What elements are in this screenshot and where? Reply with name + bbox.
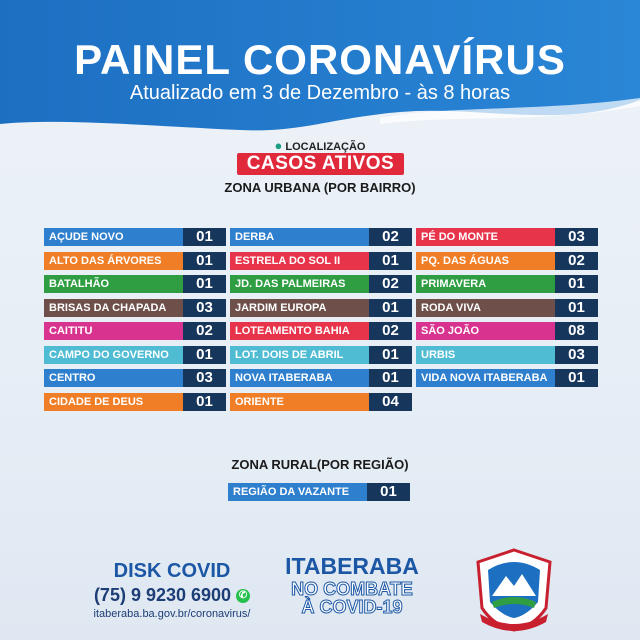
neighborhood-name: JARDIM EUROPA bbox=[230, 299, 369, 317]
case-count: 01 bbox=[369, 252, 412, 270]
neighborhood-row bbox=[44, 393, 226, 411]
neighborhood-name: NOVA ITABERABA bbox=[230, 369, 369, 387]
case-count: 03 bbox=[555, 228, 598, 246]
neighborhood-name: BRISAS DA CHAPADA bbox=[44, 299, 183, 317]
neighborhood-name: ALTO DAS ÁRVORES bbox=[44, 252, 183, 270]
neighborhood-row bbox=[230, 252, 412, 270]
city-seal-logo bbox=[474, 548, 554, 632]
urban-zone-title: ZONA URBANA (POR BAIRRO) bbox=[224, 180, 416, 195]
neighborhood-row bbox=[44, 275, 226, 293]
neighborhood-row bbox=[416, 299, 598, 317]
neighborhood-row bbox=[230, 393, 412, 411]
rural-region-list bbox=[228, 483, 410, 507]
whatsapp-icon: ✆ bbox=[236, 589, 250, 603]
neighborhood-name: CAITITU bbox=[44, 322, 183, 340]
case-count: 03 bbox=[555, 346, 598, 364]
case-count: 01 bbox=[183, 252, 226, 270]
neighborhood-name: DERBA bbox=[230, 228, 369, 246]
neighborhood-row bbox=[416, 346, 598, 364]
neighborhood-column bbox=[44, 228, 226, 416]
neighborhood-row bbox=[44, 346, 226, 364]
location-text: LOCALIZAÇÃO bbox=[285, 141, 366, 153]
neighborhood-name: PQ. DAS ÁGUAS bbox=[416, 252, 555, 270]
case-count: 02 bbox=[183, 322, 226, 340]
neighborhood-name: LOT. DOIS DE ABRIL bbox=[230, 346, 369, 364]
campaign-line-2: À COVID-19 bbox=[301, 597, 403, 617]
neighborhood-row bbox=[44, 252, 226, 270]
case-count: 03 bbox=[183, 299, 226, 317]
neighborhood-name: JD. DAS PALMEIRAS bbox=[230, 275, 369, 293]
campaign-logo bbox=[278, 553, 426, 616]
neighborhood-name: CAMPO DO GOVERNO bbox=[44, 346, 183, 364]
neighborhood-row bbox=[230, 369, 412, 387]
case-count: 01 bbox=[183, 275, 226, 293]
neighborhood-row bbox=[416, 275, 598, 293]
campaign-line-1: NO COMBATE bbox=[291, 579, 413, 599]
neighborhood-row bbox=[44, 369, 226, 387]
case-count: 03 bbox=[183, 369, 226, 387]
neighborhood-row bbox=[416, 228, 598, 246]
neighborhood-column bbox=[230, 228, 412, 416]
page-subtitle: Atualizado em 3 de Dezembro - às 8 horas bbox=[129, 82, 511, 104]
neighborhood-name: ORIENTE bbox=[230, 393, 369, 411]
neighborhood-row bbox=[230, 322, 412, 340]
neighborhood-name: SÃO JOÃO bbox=[416, 322, 555, 340]
case-count: 02 bbox=[555, 252, 598, 270]
case-count: 01 bbox=[183, 393, 226, 411]
rural-zone-title: ZONA RURAL(POR REGIÃO) bbox=[231, 457, 409, 472]
case-count: 01 bbox=[555, 369, 598, 387]
city-name: ITABERABA bbox=[285, 553, 419, 579]
neighborhood-name: REGIÃO DA VAZANTE bbox=[228, 483, 367, 501]
case-count: 02 bbox=[369, 275, 412, 293]
case-count: 01 bbox=[367, 483, 410, 501]
neighborhood-row bbox=[416, 252, 598, 270]
neighborhood-row bbox=[230, 299, 412, 317]
neighborhood-name: AÇUDE NOVO bbox=[44, 228, 183, 246]
page-title: PAINEL CORONAVÍRUS bbox=[74, 36, 566, 83]
active-cases-badge: CASOS ATIVOS bbox=[237, 153, 404, 175]
phone-number[interactable]: (75) 9 9230 6900 ✆ bbox=[82, 585, 262, 606]
disk-covid-block bbox=[82, 560, 262, 620]
neighborhood-name: ESTRELA DO SOL II bbox=[230, 252, 369, 270]
neighborhood-row bbox=[44, 228, 226, 246]
neighborhood-name: RODA VIVA bbox=[416, 299, 555, 317]
neighborhood-name: CENTRO bbox=[44, 369, 183, 387]
website-link[interactable]: itaberaba.ba.gov.br/coronavirus/ bbox=[93, 608, 251, 620]
case-count: 02 bbox=[369, 322, 412, 340]
case-count: 01 bbox=[183, 228, 226, 246]
case-count: 01 bbox=[369, 369, 412, 387]
neighborhood-row bbox=[230, 346, 412, 364]
case-count: 01 bbox=[555, 275, 598, 293]
disk-covid-label: DISK COVID bbox=[113, 560, 231, 582]
neighborhood-name: LOTEAMENTO BAHIA bbox=[230, 322, 369, 340]
case-count: 02 bbox=[369, 228, 412, 246]
header-banner bbox=[0, 0, 640, 135]
neighborhood-row bbox=[230, 275, 412, 293]
neighborhood-column bbox=[416, 228, 598, 393]
neighborhood-name: URBIS bbox=[416, 346, 555, 364]
neighborhood-row bbox=[44, 322, 226, 340]
neighborhood-name: BATALHÃO bbox=[44, 275, 183, 293]
neighborhood-row bbox=[228, 483, 410, 501]
neighborhood-row bbox=[416, 322, 598, 340]
case-count: 01 bbox=[555, 299, 598, 317]
case-count: 01 bbox=[183, 346, 226, 364]
neighborhood-row bbox=[416, 369, 598, 387]
case-count: 01 bbox=[369, 346, 412, 364]
case-count: 08 bbox=[555, 322, 598, 340]
neighborhood-row bbox=[44, 299, 226, 317]
case-count: 04 bbox=[369, 393, 412, 411]
neighborhood-name: CIDADE DE DEUS bbox=[44, 393, 183, 411]
location-label bbox=[0, 138, 640, 153]
case-count: 01 bbox=[369, 299, 412, 317]
neighborhood-name: PÉ DO MONTE bbox=[416, 228, 555, 246]
map-pin-icon: ● bbox=[274, 138, 283, 153]
neighborhood-name: VIDA NOVA ITABERABA bbox=[416, 369, 555, 387]
neighborhood-row bbox=[230, 228, 412, 246]
neighborhood-name: PRIMAVERA bbox=[416, 275, 555, 293]
